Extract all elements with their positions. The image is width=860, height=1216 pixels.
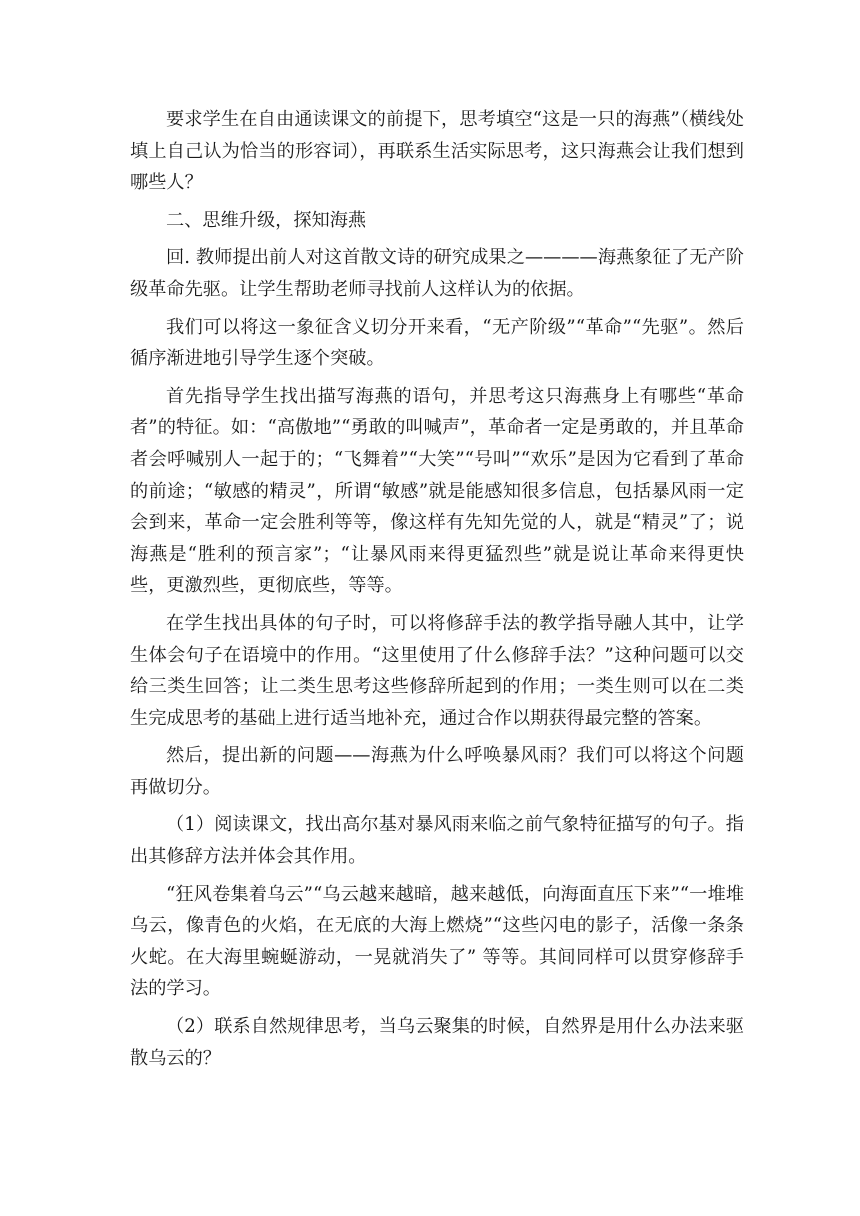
paragraph-step-2: （2）联系自然规律思考，当乌云聚集的时候，自然界是用什么办法来驱散乌云的？ [130, 1016, 744, 1069]
paragraph-rhetoric-teaching: 在学生找出具体的句子时，可以将修辞手法的教学指导融人其中，让学生体会句子在语境中的作用。“这里使用了什么修辞手法？”这种问题可以交给三类生回答；让二类生思考这些修辞所起到的作用；一类生则可以在二类生完成思考的基础上进行适当地补充，通过合作以期获得最完整的答案。 [130, 612, 744, 729]
paragraph-teacher-proposal: 回. 教师提出前人对这首散文诗的研究成果之————海燕象征了无产阶级革命先驱。让学生帮助老师寻找前人这样认为的依据。 [130, 247, 744, 300]
document-body [130, 104, 744, 1080]
section-heading: 二、思维升级，探知海燕 [166, 209, 367, 231]
paragraph-step-1: （1）阅读课文，找出高尔基对暴风雨来临之前气象特征描写的句子。指出其修辞方法并体会其作用。 [130, 814, 744, 868]
paragraph-intro-task: 要求学生在自由通读课文的前提下，思考填空“这是一只的海燕”（横线处填上自己认为恰当的形容词），再联系生活实际思考，这只海燕会让我们想到哪些人？ [130, 109, 744, 194]
paragraph-quotes: “狂风卷集着乌云”“乌云越来越暗，越来越低，向海面直压下来”“一堆堆乌云，像青色的火焰，在无底的大海上燃烧”“这些闪电的影子，活像一条条火蛇。在大海里蜿蜒游动，一晃就消失了” 等等。其间同样可以贯穿修辞手法的学习。 [130, 883, 744, 1000]
paragraph-new-question: 然后，提出新的问题——海燕为什么呼唤暴风雨？我们可以将这个问题再做切分。 [130, 745, 744, 798]
paragraph-split-meaning: 我们可以将这一象征含义切分开来看，“无产阶级”“革命”“先驱”。然后循序渐进地引导学生逐个突破。 [130, 316, 744, 370]
paragraph-revolutionary-traits: 首先指导学生找出描写海燕的语句，并思考这只海燕身上有哪些“革命者”的特征。如：“高傲地”“勇敢的叫喊声”，革命者一定是勇敢的，并且革命者会呼喊别人一起于的；“飞舞着”“大笑”“号叫”“欢乐”是因为它看到了革命的前途；“敏感的精灵”，所谓“敏感”就是能感知很多信息，包括暴风雨一定会到来，革命一定会胜利等等，像这样有先知先觉的人，就是“精灵”了；说海燕是“胜利的预言家”；“让暴风雨来得更猛烈些”就是说让革命来得更快些，更激烈些，更彻底些，等等。 [130, 385, 744, 597]
